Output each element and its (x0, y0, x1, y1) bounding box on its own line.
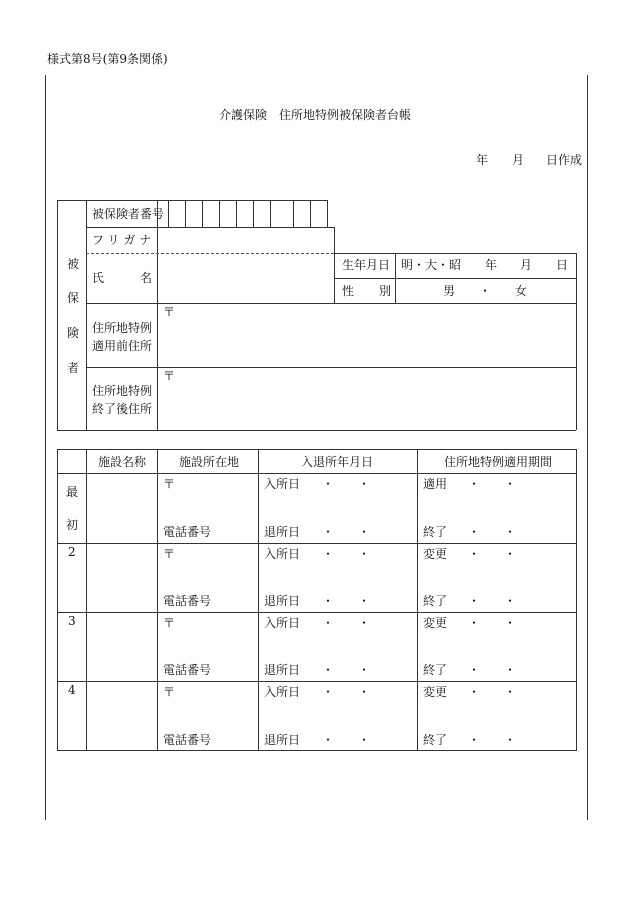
phone-label: 電話番号 (163, 733, 212, 747)
period-end-label: 終了 (423, 733, 448, 747)
period-end-date: ・ ・ (468, 594, 517, 608)
exit-date: ・ ・ (322, 594, 371, 608)
addr-before-label-2: 適用前住所 (92, 339, 153, 353)
birth-label: 生年月日 (342, 258, 391, 272)
header-entry-exit-date: 入退所年月日 (301, 455, 374, 469)
period-end-label: 終了 (423, 663, 448, 677)
period-end-date: ・ ・ (468, 663, 517, 677)
period-start-label: 適用 (423, 477, 448, 491)
period-end-date: ・ ・ (468, 525, 517, 539)
birth-day: 日 (556, 258, 569, 272)
addr-before-label-1: 住所地特例 (92, 321, 153, 335)
insured-side-char: 被 (67, 257, 80, 271)
addr-after-label-1: 住所地特例 (92, 384, 153, 398)
sex-label-2: 別 (379, 284, 392, 298)
period-start-label: 変更 (423, 616, 448, 630)
postal-mark: 〒 (163, 685, 176, 699)
entry-date: ・ ・ (322, 477, 371, 491)
exit-date: ・ ・ (322, 733, 371, 747)
exit-date: ・ ・ (322, 663, 371, 677)
entry-date: ・ ・ (322, 616, 371, 630)
row-label: 3 (68, 614, 76, 628)
entry-date: ・ ・ (322, 685, 371, 699)
created-year: 年 (476, 153, 489, 167)
postal-mark: 〒 (163, 369, 176, 383)
frame-left (45, 75, 46, 820)
insured-side-char: 保 (67, 291, 80, 305)
exit-date: ・ ・ (322, 525, 371, 539)
header-facility-address: 施設所在地 (179, 455, 240, 469)
birth-year: 年 (485, 258, 498, 272)
period-start-label: 変更 (423, 685, 448, 699)
period-start-date: ・ ・ (468, 685, 517, 699)
sex-female: 女 (515, 284, 528, 298)
sex-male: 男 (443, 284, 456, 298)
entry-label: 入所日 (264, 685, 301, 699)
name-label-2: 名 (140, 271, 153, 285)
period-start-date: ・ ・ (468, 616, 517, 630)
exit-label: 退所日 (264, 663, 301, 677)
insured-side-char: 険 (67, 326, 80, 340)
form-number: 様式第8号(第9条関係) (47, 52, 168, 66)
phone-label: 電話番号 (163, 525, 212, 539)
entry-label: 入所日 (264, 477, 301, 491)
postal-mark: 〒 (163, 547, 176, 561)
entry-label: 入所日 (264, 616, 301, 630)
postal-mark: 〒 (163, 305, 176, 319)
exit-label: 退所日 (264, 594, 301, 608)
period-end-label: 終了 (423, 525, 448, 539)
frame-right (587, 75, 588, 820)
header-facility-name: 施設名称 (98, 455, 147, 469)
addr-after-label-2: 終了後住所 (92, 402, 153, 416)
row-label: 2 (68, 545, 76, 559)
entry-label: 入所日 (264, 547, 301, 561)
exit-label: 退所日 (264, 733, 301, 747)
insured-number-label: 被保険者番号 (92, 207, 165, 221)
phone-label: 電話番号 (163, 663, 212, 677)
postal-mark: 〒 (163, 616, 176, 630)
created-month: 月 (512, 153, 525, 167)
row-label-first: 最 (66, 485, 79, 499)
phone-label: 電話番号 (163, 594, 212, 608)
furigana-label: フリガナ (92, 233, 156, 247)
header-special-period: 住所地特例適用期間 (444, 455, 553, 469)
row-label: 4 (68, 683, 76, 697)
period-start-date: ・ ・ (468, 477, 517, 491)
row-label-first: 初 (66, 518, 79, 532)
entry-date: ・ ・ (322, 547, 371, 561)
period-end-label: 終了 (423, 594, 448, 608)
exit-label: 退所日 (264, 525, 301, 539)
period-start-label: 変更 (423, 547, 448, 561)
period-end-date: ・ ・ (468, 733, 517, 747)
period-start-date: ・ ・ (468, 547, 517, 561)
sex-dot: ・ (479, 284, 492, 298)
postal-mark: 〒 (163, 477, 176, 491)
birth-month: 月 (520, 258, 533, 272)
page-title: 介護保険 住所地特例被保険者台帳 (218, 108, 411, 122)
insured-side-char: 者 (67, 361, 80, 375)
created-day: 日作成 (546, 153, 583, 167)
birth-era: 明・大・昭 (401, 258, 462, 272)
name-label-1: 氏 (92, 271, 105, 285)
sex-label-1: 性 (342, 284, 355, 298)
